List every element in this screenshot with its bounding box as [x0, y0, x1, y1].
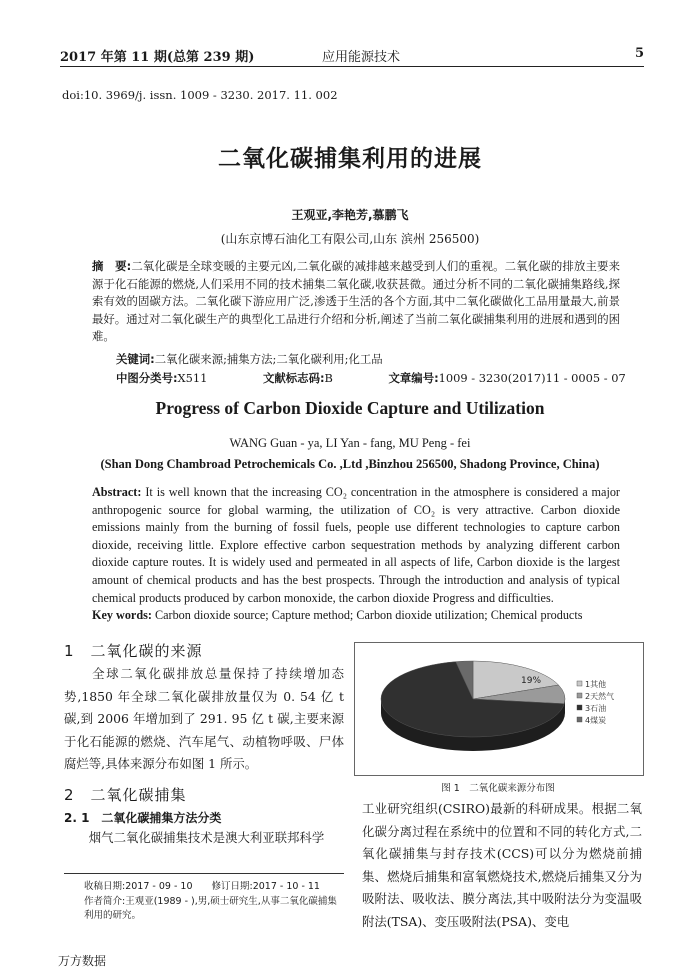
keywords-chinese — [116, 351, 383, 367]
authors-chinese: 王观亚,李艳芳,慕鹏飞 — [291, 208, 409, 222]
page-number: 5 — [634, 46, 644, 61]
keywords-english-text: Carbon dioxide source; Capture method; Carbon dioxide utilization; Chemical products — [151, 608, 583, 622]
figure-1-caption: 图 1 二氧化碳来源分布图 — [441, 783, 555, 794]
legend-label-2: 2天然气 — [585, 692, 615, 701]
journal-name: 应用能源技术 — [322, 50, 401, 65]
abstract-chinese-label: 摘 要: — [92, 259, 132, 273]
footnote-author-bio: 作者简介:王观亚(1989 - ),男,硕士研究生,从事二氧化碳捕集利用的研究。 — [84, 896, 337, 921]
title-english: Progress of Carbon Dioxide Capture and Utilization — [155, 398, 545, 418]
doi: doi:10. 3969/j. issn. 1009 - 3230. 2017. 11. 002 — [62, 88, 338, 102]
doc-code-value: B — [324, 371, 333, 385]
abstract-english — [92, 484, 620, 607]
pie-data-label: 19% — [521, 676, 542, 686]
title-chinese: 二氧化碳捕集利用的进展 — [218, 145, 482, 172]
keywords-english — [92, 608, 632, 623]
journal-issue: 2017 年第 11 期(总第 239 期) — [60, 50, 255, 65]
legend-swatch-3 — [577, 705, 582, 710]
footnote-rule — [64, 873, 344, 874]
section-2-paragraph-right: 工业研究组织(CSIRO)最新的科研成果。根据二氧化碳分离过程在系统中的位置和不同的转化方式,二氧化碳捕集与封存技术(CCS)可以分为燃烧前捕集、燃烧后捕集和富氧燃烧技术,燃烧后捕集又分为吸附法、吸收法、膜分离法,其中吸附法分为变温吸附法(TSA)、变压吸附法(PSA)、变电 — [362, 801, 642, 929]
legend-label-1: 1其他 — [585, 680, 607, 689]
legend-swatch-1 — [577, 681, 582, 686]
section-2-paragraph-left: 烟气二氧化碳捕集技术是澳大利亚联邦科学 — [88, 830, 325, 845]
legend-swatch-2 — [577, 693, 582, 698]
legend-label-4: 4煤炭 — [585, 716, 607, 725]
footnote-dates: 收稿日期:2017 - 09 - 10 修订日期:2017 - 10 - 11 — [84, 881, 320, 892]
section-2-1-heading: 2. 1 二氧化碳捕集方法分类 — [64, 811, 222, 825]
clc-value: X511 — [177, 371, 208, 385]
article-no-label: 文章编号: — [388, 371, 439, 385]
classification-row — [116, 370, 678, 386]
legend-label-3: 3石油 — [585, 704, 607, 713]
keywords-chinese-text: 二氧化碳来源;捕集方法;二氧化碳利用;化工品 — [154, 352, 383, 366]
section-1-heading: 1 二氧化碳的来源 — [64, 642, 203, 660]
section-1-paragraph: 全球二氧化碳排放总量保持了持续增加态势,1850 年全球二氧化碳排放量仅为 0. 54 亿 t 碳,到 2006 年增加到了 291. 95 亿 t 碳,主要来源于化石能源的燃烧、汽车尾气、动植物呼吸、尸体腐烂等,具体来源分布如图 1 所示。 — [64, 666, 344, 771]
abstract-chinese-text: 二氧化碳是全球变暖的主要元凶,二氧化碳的减排越来越受到人们的重视。二氧化碳的排放主要来源于化石能源的燃烧,人们采用不同的技术捕集二氧化碳,收获甚微。通过分析不同的二氧化碳捕集路线,探索有效的固碳方法。二氧化碳下游应用广泛,渗透于生活的各个方面,其中二氧化碳做化工品用量最大,前景最好。通过对二氧化碳生产的典型化工品进行介绍和分析,阐述了当前二氧化碳捕集利用的进展和遇到的困难。 — [92, 259, 620, 343]
clc-label: 中图分类号: — [116, 371, 178, 385]
running-header — [60, 44, 644, 67]
keywords-english-label: Key words: — [92, 608, 152, 622]
abstract-english-label: Abstract: — [92, 485, 142, 499]
article-no-value: 1009 - 3230(2017)11 - 0005 - 07 — [438, 371, 626, 385]
authors-english: WANG Guan - ya, LI Yan - fang, MU Peng - fei — [229, 436, 471, 450]
abstract-chinese — [92, 258, 620, 346]
affiliation-english: (Shan Dong Chambroad Petrochemicals Co. ,Ltd ,Binzhou 256500, Shadong Province, China) — [100, 457, 600, 471]
pie-chart — [355, 643, 643, 775]
footer-watermark: 万方数据 — [58, 954, 107, 968]
keywords-chinese-label: 关键词: — [116, 352, 155, 366]
legend-swatch-4 — [577, 717, 582, 722]
figure-1 — [354, 642, 644, 776]
abstract-english-text: It is well known that the increasing CO₂ concentration in the atmosphere is considered a major anthropogenic source for global warming, the utilization of CO₂ is very attractive. Carbon dioxide emissions mainly from the burning of fossil fuels, people use different technologies to capture carbon dioxide, receiving little. Explore effective carbon sequestration methods by analyzing different carbon dioxide capture routes. It is widely used and permeated in all aspects of life, Carbon dioxide is the largest amount of chemical products and has the best prospects. Through the introduction and analysis of typical chemical products produced by carbon monoxide, the carbon dioxide Progress and difficulties. — [92, 485, 620, 605]
doc-code-label: 文献标志码: — [263, 371, 325, 385]
affiliation-chinese: (山东京博石油化工有限公司,山东 滨州 256500) — [220, 232, 480, 246]
section-2-heading: 2 二氧化碳捕集 — [64, 786, 187, 804]
